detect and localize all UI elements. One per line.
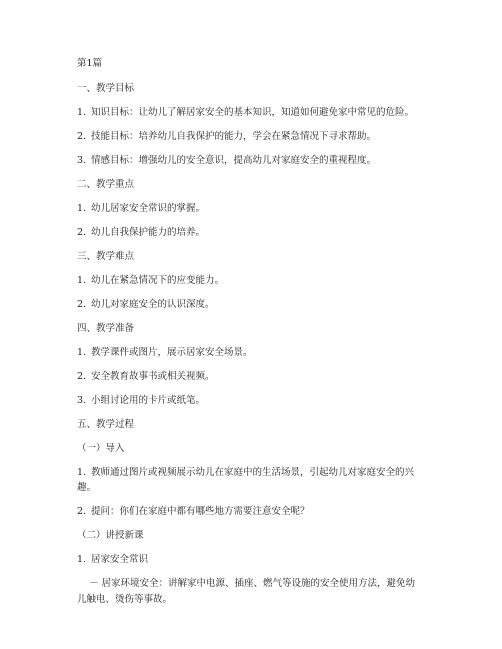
section-heading-focus: 二、教学重点 — [77, 179, 135, 190]
list-item — [77, 155, 376, 167]
page-label: 第1篇 — [77, 58, 103, 69]
item-number: 1. — [77, 203, 87, 214]
item-number: 2. — [77, 371, 87, 382]
item-text: 教学课件或图片，展示居家安全场景。 — [91, 347, 253, 358]
item-text: 知识目标：让幼儿了解居家安全的基本知识，知道如何避免家中常见的危险。 — [91, 107, 415, 118]
item-text: 情感目标：增强幼儿的安全意识，提高幼儿对家庭安全的重视程度。 — [91, 155, 377, 166]
item-number: 2. — [77, 227, 87, 238]
list-item — [77, 227, 205, 239]
section-heading-difficulty: 三、教学难点 — [77, 251, 135, 262]
list-item — [77, 467, 414, 479]
bullet-item-continuation: 儿触电、烫伤等事故。 — [77, 594, 173, 605]
item-number: 1. — [77, 554, 87, 565]
item-text: 幼儿自我保护能力的培养。 — [91, 227, 206, 238]
item-text: 提问：你们在家庭中都有哪些地方需要注意安全呢？ — [91, 506, 310, 517]
list-item — [77, 347, 253, 359]
item-text: 幼儿居家安全常识的掌握。 — [91, 203, 206, 214]
section-heading-process: 五、教学过程 — [77, 419, 135, 430]
item-text: 居家安全常识 — [91, 554, 149, 565]
item-text: 技能目标：培养幼儿自我保护的能力，学会在紧急情况下寻求帮助。 — [91, 131, 377, 142]
list-item — [77, 395, 205, 407]
list-item — [77, 203, 205, 215]
item-number: 1. — [77, 107, 87, 118]
item-number: 3. — [77, 395, 87, 406]
item-text: 安全教育故事书或相关视频。 — [91, 371, 215, 382]
item-text: 幼儿在紧急情况下的应变能力。 — [91, 275, 225, 286]
list-item — [77, 107, 414, 119]
item-number: 2. — [77, 506, 87, 517]
item-number: 1. — [77, 467, 87, 478]
list-item — [77, 131, 376, 143]
list-item-continuation: 趣。 — [77, 482, 97, 493]
item-number: 3. — [77, 155, 87, 166]
subsection-heading-intro: （一）导入 — [77, 443, 125, 454]
bullet-item: － 居家环境安全：讲解家中电源、插座、燃气等设施的安全使用方法，避免幼 — [89, 578, 416, 589]
item-number: 1. — [77, 275, 87, 286]
subsection-heading-new-lesson: （二）讲授新课 — [77, 530, 144, 541]
list-item — [77, 275, 224, 287]
item-text: 小组讨论用的卡片或纸笔。 — [91, 395, 206, 406]
item-number: 2. — [77, 131, 87, 142]
list-item — [77, 299, 215, 311]
list-item — [77, 554, 148, 566]
item-number: 1. — [77, 347, 87, 358]
item-number: 2. — [77, 299, 87, 310]
list-item — [77, 506, 310, 518]
section-heading-goals: 一、教学目标 — [77, 83, 135, 94]
item-text: 幼儿对家庭安全的认识深度。 — [91, 299, 215, 310]
item-text: 教师通过图片或视频展示幼儿在家庭中的生活场景，引起幼儿对家庭安全的兴 — [91, 467, 415, 478]
list-item — [77, 371, 215, 383]
section-heading-preparation: 四、教学准备 — [77, 323, 135, 334]
